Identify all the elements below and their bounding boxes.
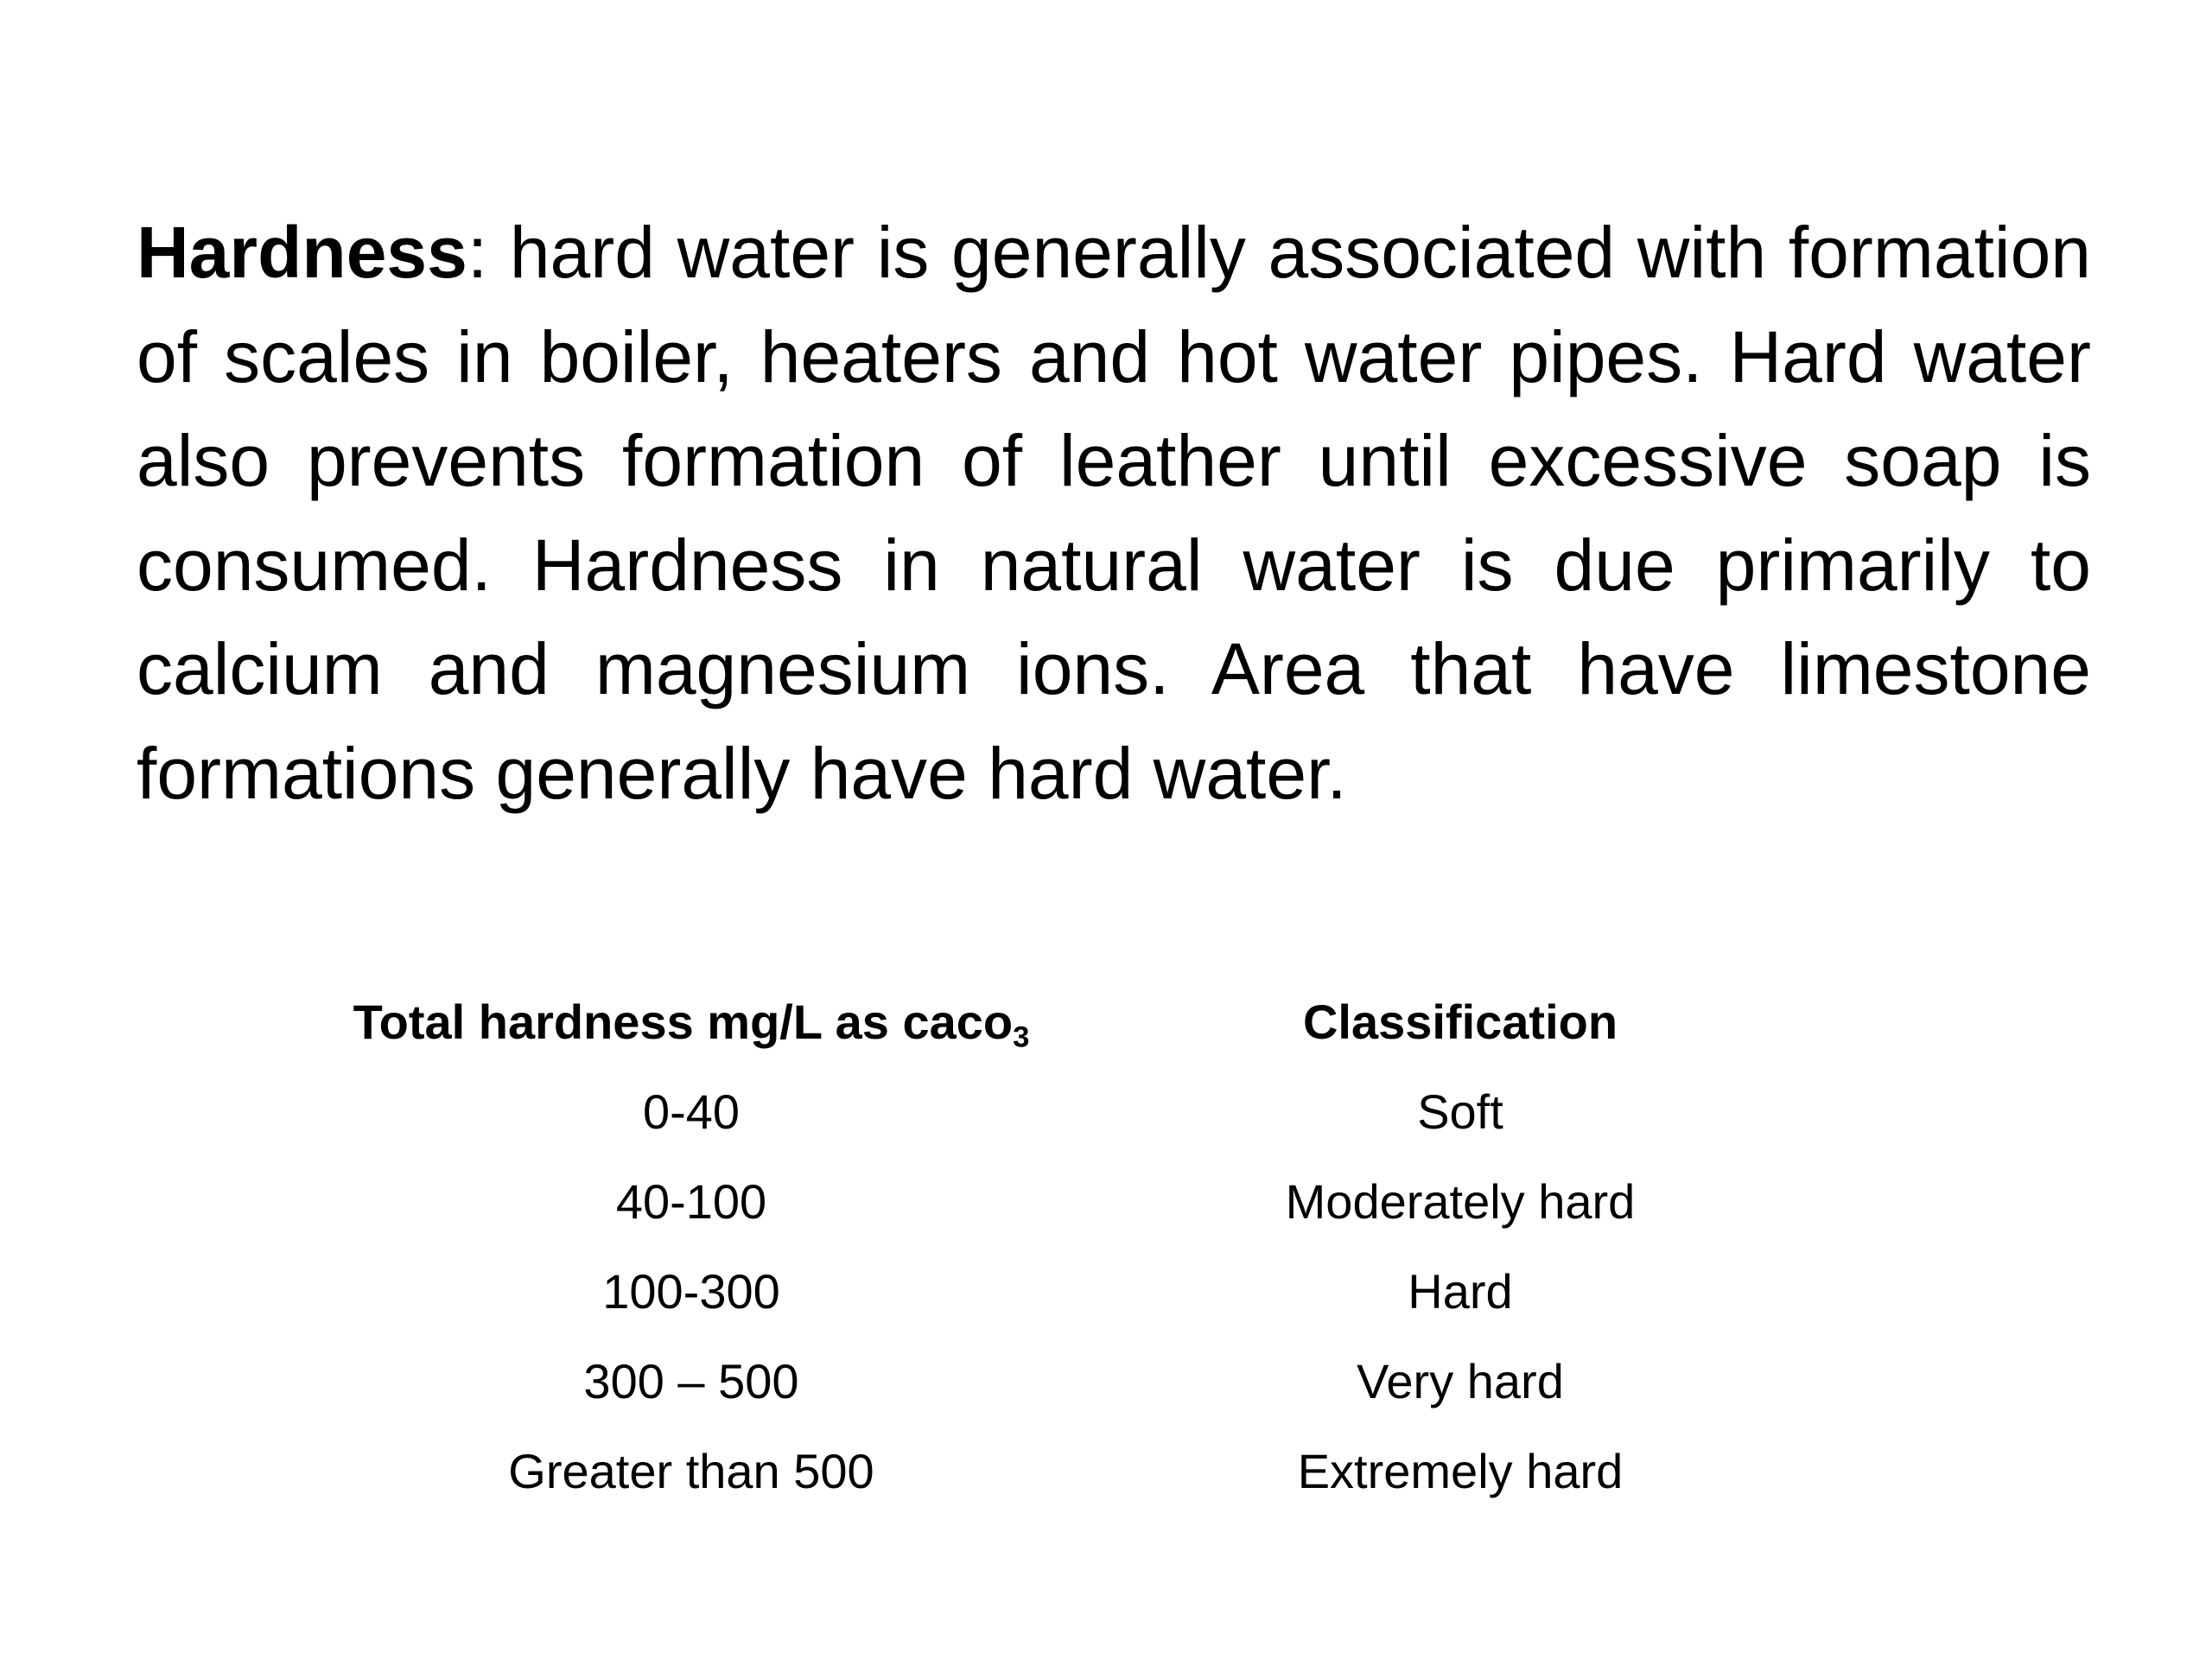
hardness-paragraph xyxy=(137,200,2091,825)
table-row xyxy=(0,1156,2212,1246)
table-row xyxy=(0,1066,2212,1156)
classification-cell: Very hard xyxy=(1357,1353,1564,1408)
hardness-description: : hard water is generally associated with formation of scales in boiler, heaters and hot water pipes. Hard water also prevents formation of leather until excessive soap is consumed. Hardness in natural water is due primarily to calcium and magnesium ions. Area that have limestone formations generally have hard water. xyxy=(137,212,2091,814)
header-subscript: 3 xyxy=(1013,1020,1030,1054)
header-classification: Classification xyxy=(1302,994,1618,1049)
hardness-range-cell: Greater than 500 xyxy=(508,1443,874,1498)
classification-cell: Extremely hard xyxy=(1297,1443,1624,1498)
classification-cell: Hard xyxy=(1408,1263,1513,1319)
table-row xyxy=(0,1246,2212,1336)
table-row xyxy=(0,1426,2212,1516)
table-row xyxy=(0,1336,2212,1426)
table-header-row xyxy=(0,976,2212,1066)
header-total-hardness: Total hardness mg/L as caco$_3$ xyxy=(353,994,1030,1054)
hardness-range-cell: 100-300 xyxy=(602,1263,780,1319)
hardness-term: Hardness xyxy=(137,212,467,293)
hardness-range-cell: 0-40 xyxy=(642,1084,741,1139)
classification-cell: Moderately hard xyxy=(1285,1173,1636,1229)
hardness-range-cell: 40-100 xyxy=(615,1173,767,1229)
hardness-range-cell: 300 – 500 xyxy=(583,1353,799,1408)
hardness-classification-table xyxy=(0,976,2212,1516)
classification-cell: Soft xyxy=(1417,1084,1503,1139)
